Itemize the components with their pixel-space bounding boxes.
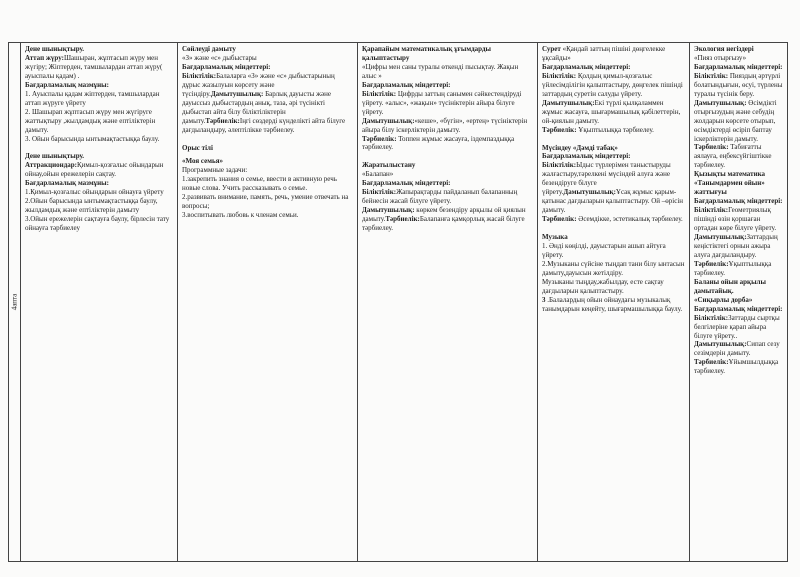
section-title: Жаратылыстану — [362, 161, 416, 170]
task-paragraph: Біліктілік:Жапырақтарды пайдаланып балапанның бейнесін жасай білуге үйрету. — [362, 188, 518, 206]
column-math — [358, 43, 538, 562]
column-speech-development — [178, 43, 358, 562]
section-title: Дене шынықтыру. — [25, 152, 85, 161]
section-title: Қызықты математика — [694, 170, 766, 179]
section-title: Орыс тілі — [182, 143, 213, 152]
goal-item: 2.развивать внимание, память, речь, умение отвечать на вопросы; — [182, 193, 349, 211]
program-item: 3. Ойын барысында ынтымақтастыққа баулу. — [25, 134, 160, 143]
program-item: 1. Әнді көңілді, дауыстарын ашып айтуға үйрету. — [542, 242, 666, 260]
task-paragraph: Біліктілік: Қолдың қимыл-қозғалыс үйлесімділігін қалыптастыру, дөңгелек пішінді заттардың суретін салуды үйрету. — [542, 71, 683, 98]
week-cell — [9, 43, 21, 562]
section-title: Музыка — [542, 233, 568, 242]
section-title: Экология негіздері — [694, 45, 754, 53]
section-item: Аттракциондар:Қимыл-қозғалыс ойындарын ойнау,ойын ережелерін сақтау. — [25, 161, 164, 179]
program-item: 2. Шашырап жұптасып жүру мен жүгіруге жаттықтыру ,жылдамдық және ептіліктерін дамыту. — [25, 107, 156, 134]
section-title: Қарапайым математикалық ұғымдарды қалыптастыру — [362, 45, 491, 62]
task-paragraph: Тәрбиелік: Әсемдікке, эстетикалық тәрбиелеу. — [542, 215, 683, 224]
program-item: 3.Ойын ережелерін сақтауға баулу, бірлесін тату ойнауға тәрбиелеу — [25, 215, 170, 233]
section-title: Мүсіндеу «Дәмді табақ» — [542, 143, 618, 152]
task-paragraph: Біліктілік:Балаларға «З» және «с» дыбыстарының дұрыс жазылуын көрсету және түсіндіру.Дамытушылық: Барлық дауысты және дауыссыз дыбыстардың анық, таза, әрі түсінікті дыбыстап айта білу біліктіліктерін дамыту.Тәрбиелік:Іңгі сөздерді күнделікті айта білуге дағдыландыру, әлептілікке тәрбиелеу. — [182, 71, 346, 134]
section-topic: «Балапан» — [362, 170, 394, 179]
tasks-heading: Бағдарламалық міндеттері: — [362, 80, 451, 89]
section-title: Баланы ойын арқылы дамытайық. — [694, 277, 766, 295]
program-heading: Бағдарламалық мазмұны: — [25, 80, 109, 89]
task-paragraph: Дамытушылық: Өсімдікті отырғызудың және себудің жолдарын көрсете отырып, өсімдіктерді өсіріп баптау іскерліктерін дамыту. — [694, 98, 777, 143]
program-item: 1. Ауыспалы қадам жіптерден, тамшылардан аттап жүруге үйрету — [25, 89, 160, 107]
column-physical-education — [21, 43, 178, 562]
tasks-heading: Бағдарламалық міндеттері: — [542, 62, 631, 71]
task-paragraph: Тәрбиелік:Ұқыптылыққа тәрбиелеу. — [694, 259, 772, 277]
program-heading: Бағдарламалық мазмұны: — [25, 179, 109, 188]
goals-heading: Программные задачи: — [182, 166, 248, 175]
column-drawing-music — [538, 43, 690, 562]
tasks-heading: Бағдарламалық міндеттері: — [694, 197, 783, 206]
tasks-heading: Бағдарламалық міндеттері: — [182, 62, 271, 71]
task-paragraph: Біліктілік:Геометриялық пішінді өзін қоршаған ортадан көре білуге үйрету. — [694, 206, 777, 233]
task-paragraph: Дамытушылық:Екі түрлі қылқаламмен жұмыс жасауға, шығармашылық қабілеттерін, ой-қиялын дамыту. — [542, 98, 681, 125]
task-paragraph: Біліктілік: Пияздың әртүрлі болатындығын, өсуі, түрлены туралы түсінік беру. — [694, 71, 783, 98]
section-title: Дене шынықтыру. — [25, 45, 85, 53]
section-topic: «Сиқырлы дорба» — [694, 295, 753, 304]
task-paragraph: Біліктілік:Заттарды сыртқы белгілеріне қарап айыра білуге үйрету.. — [694, 313, 780, 340]
task-paragraph: Тәрбиелік:Ұйымшылдыққа тәрбиелеу. — [694, 358, 779, 376]
tasks-heading: Бағдарламалық міндеттері: — [542, 152, 631, 161]
task-paragraph: Тәрбиелік: Ұқыптылыққа тәрбиелеу. — [542, 125, 654, 134]
section-topic: «Моя семья» — [182, 157, 223, 166]
week-label: 4апта — [10, 293, 19, 311]
task-paragraph: Біліктілік: Цифрды заттың санымен сәйкестендіруді үйрету. «алыс», «жақын» түсініктерін айыра білуге үйрету. — [362, 89, 522, 116]
tasks-heading: Бағдарламалық міндеттері: — [362, 179, 451, 188]
section-topic: «Танымдармен ойын» жаттығуы — [694, 179, 765, 197]
program-item: Музыканы тыңдау,жабылдау, есте сақтау дағдыларын қалыптастыру. — [542, 277, 664, 295]
column-ecology — [690, 43, 788, 562]
task-paragraph: Тәрбиелік: Топпен жұмыс жасауға, іздемпаздыққа тәрбиелеу. — [362, 134, 515, 152]
task-paragraph: Дамытушылық: көркем безендіру арқылы ой қиялын дамыту.Тәрбиелік:Балапанға қамқорлық жасай білуге тәрбиелеу. — [362, 206, 526, 233]
section-topic: «Цифры мен саны туралы өткенді пысықтау. Жақын алыс » — [362, 62, 519, 80]
task-paragraph: Дамытушылық:Заттардың кеңістіктегі орнын ажыра алуға дағдыландыру. — [694, 233, 778, 259]
task-paragraph: Дамытушылық:«кеше», «бүгін», «ертең» түсініктерін айыра білу іскерліктерін дамыту. — [362, 116, 528, 134]
goal-item: 3.воспитывать любовь к членам семьи. — [182, 211, 299, 220]
program-item: 2.Музыканы сүйсіне тыңдап тани білу ынтасын дамыту,дауысын жетілдіру. — [542, 259, 685, 277]
program-item: 2.Ойын барысында ынтымақтастыққа баулу, жылдамдық және ептіліктерін дамыту — [25, 197, 158, 215]
section-title: Сурет «Қандай заттың пішіні дөңгелекке ұқсайды» — [542, 45, 666, 62]
tasks-heading: Бағдарламалық міндеттері: — [694, 62, 783, 71]
section-topic: «Пияз отырғызу» — [694, 53, 747, 62]
section-topic: «З» және «с» дыбыстары — [182, 53, 257, 62]
section-title: Сөйлеуді дамыту — [182, 45, 236, 53]
program-item: 1.Қимыл-қозғалыс ойындарын ойнауға үйрету — [25, 188, 164, 197]
program-item: 3 .Балалардың ойын ойнаудағы музыкалық танымдарын кеңейту, шығармашылыққа баулу. — [542, 295, 683, 313]
weekly-plan-table — [8, 42, 788, 562]
task-paragraph: Дамытушылық:Сипап сезу сезімдерін дамыту. — [694, 340, 780, 358]
goal-item: 1.закрепить знания о семье, ввести в активную речь новые слова. Учить рассказывать о семье. — [182, 175, 337, 193]
tasks-heading: Бағдарламалық міндеттері: — [694, 304, 783, 313]
task-paragraph: Тәрбиелік: Табиғатты аялауға, еңбексүйгіштікке тәрбиелеу. — [694, 143, 772, 170]
task-paragraph: Біліктілік:Ыдыс түрлерімен таныстыруды жалғастыру,тәрелкені мүсіндей алуға және безендіруге білуге үйрету.Дамытушылық:Ұсақ жұмыс қарым-қатынас дағдыларын қалыптастыру. Ой –өрісін дамыту. — [542, 161, 684, 215]
section-item: Аттап жүру:Шашыран, жұптасып жүру мен жүгіру; Жіптерден, тамшылардан аттап жүру( ауыспалы қадам) . — [25, 53, 163, 80]
